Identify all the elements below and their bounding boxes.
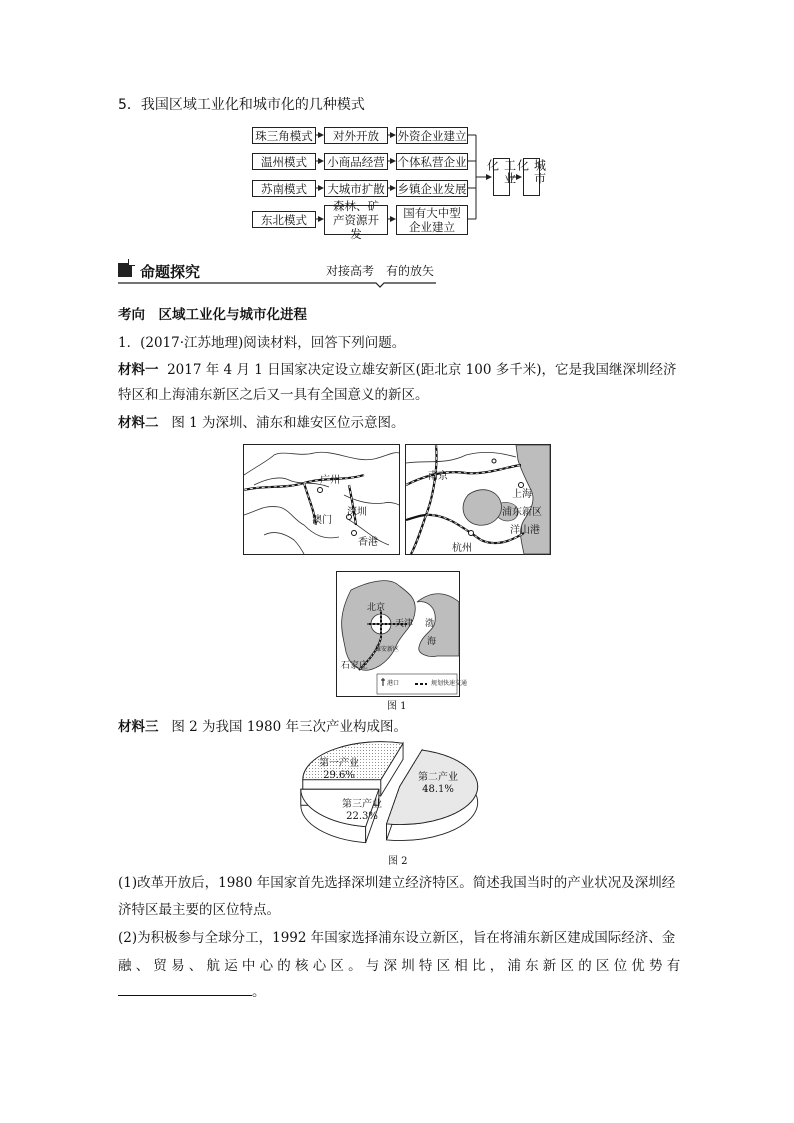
- pie-label-tertiary-name: 第三产业: [342, 799, 382, 810]
- map-xiongan: [336, 571, 468, 697]
- legend-port: 港口: [387, 680, 400, 687]
- pie-label-primary-value: 29.6%: [323, 770, 355, 781]
- pie-label-secondary: [418, 772, 458, 796]
- material1-line2: 特区和上海浦东新区之后又一具有全国意义的新区。: [118, 387, 429, 403]
- banner-title: 命题探究: [140, 263, 201, 281]
- pie-label-primary: [319, 758, 359, 782]
- label-yangshan: 洋山港: [510, 525, 540, 536]
- label-shanghai: 上海: [512, 489, 532, 500]
- step1-sunan: 大城市扩散: [324, 180, 388, 197]
- material3: [118, 718, 407, 736]
- label-shenzhen: 深圳: [347, 507, 367, 518]
- section-heading: 5．我国区域工业化和城市化的几种模式: [118, 97, 365, 113]
- step2-sunan: 乡镇企业发展: [397, 181, 467, 196]
- pie-label-primary-name: 第一产业: [319, 758, 359, 769]
- pie-label-secondary-name: 第二产业: [418, 772, 458, 783]
- figure2-caption: 图 2: [388, 856, 408, 867]
- model-sunan: 苏南模式: [252, 180, 316, 197]
- step1-zhusanjiao: 对外开放: [324, 127, 388, 144]
- label-shijiazhuang: 石家庄: [341, 661, 369, 671]
- pie-label-secondary-value: 48.1%: [422, 784, 454, 795]
- step1-wenzhou: 小商品经营: [324, 153, 388, 170]
- kaoxiang-heading: 考向 区域工业化与城市化进程: [118, 307, 307, 323]
- step2-dongbei: 国有大中型企业建立: [396, 205, 468, 235]
- answer-blank[interactable]: [118, 995, 252, 996]
- label-guangzhou: 广州: [320, 475, 340, 486]
- model-zhusanjiao: 珠三角模式: [252, 127, 316, 144]
- material2-text: 图 1 为深圳、浦东和雄安区位示意图。: [171, 415, 405, 431]
- material2: [118, 414, 405, 432]
- label-xiongan: 雄安新区: [375, 646, 400, 653]
- material3-text: 图 2 为我国 1980 年三次产业构成图。: [171, 719, 407, 735]
- industrialization-box: 工业化: [493, 158, 510, 196]
- q2-end: 。: [252, 984, 266, 1000]
- label-hangzhou: 杭州: [452, 543, 472, 554]
- step1-dongbei: 森林、矿产资源开发: [324, 205, 388, 235]
- banner-subtitle: 对接高考 有的放矢: [326, 264, 435, 278]
- label-bohai2: 海: [427, 637, 437, 647]
- label-aomen: 澳门: [312, 515, 332, 526]
- step2-zhusanjiao: 外资企业建立: [397, 128, 467, 143]
- q1-line2: 济特区最主要的区位特点。: [118, 902, 280, 918]
- map-pudong: [405, 444, 551, 555]
- material3-label: 材料三: [118, 719, 159, 735]
- legend-rail: 规划快速交通: [431, 680, 468, 687]
- material2-label: 材料二: [118, 415, 159, 431]
- material1-line1: [118, 361, 676, 379]
- banner-rule: [118, 279, 438, 289]
- question-intro: 1．(2017·江苏地理)阅读材料，回答下列问题。: [118, 335, 406, 351]
- material1-label: 材料一: [118, 362, 159, 378]
- q2-line2: 融、贸易、航运中心的核心区。与深圳特区相比，浦东新区的区位优势有: [118, 958, 685, 974]
- model-dongbei: 东北模式: [252, 211, 316, 228]
- flow-arrows: [240, 120, 560, 245]
- label-tianjin: 天津: [395, 619, 414, 629]
- q2-line1: (2)为积极参与全球分工，1992 年国家选择浦东设立新区，旨在将浦东新区建成国际经济、金: [118, 930, 676, 946]
- figure1-caption: 图 1: [387, 701, 407, 712]
- model-wenzhou: 温州模式: [252, 153, 316, 170]
- pie-label-tertiary: [342, 799, 382, 823]
- map-shenzhen: [243, 444, 400, 555]
- material1-text: 2017 年 4 月 1 日国家决定设立雄安新区(距北京 100 多千米)，它是我国继深圳经济: [167, 362, 677, 378]
- urbanization-box: 城市化: [523, 158, 540, 196]
- pie-label-tertiary-value: 22.3%: [346, 811, 378, 822]
- label-pudong: 浦东新区: [502, 507, 542, 518]
- label-xianggang: 香港: [358, 537, 378, 548]
- label-bohai1: 渤: [425, 619, 435, 629]
- banner-corner-icon: [128, 259, 135, 266]
- label-nanjing: 南京: [428, 471, 448, 482]
- step2-wenzhou: 个体私营企业: [397, 154, 467, 169]
- label-beijing: 北京: [367, 603, 386, 613]
- pie-chart: [296, 740, 496, 850]
- q1-line1: (1)改革开放后，1980 年国家首先选择深圳建立经济特区。简述我国当时的产业状况及深圳经: [118, 875, 676, 891]
